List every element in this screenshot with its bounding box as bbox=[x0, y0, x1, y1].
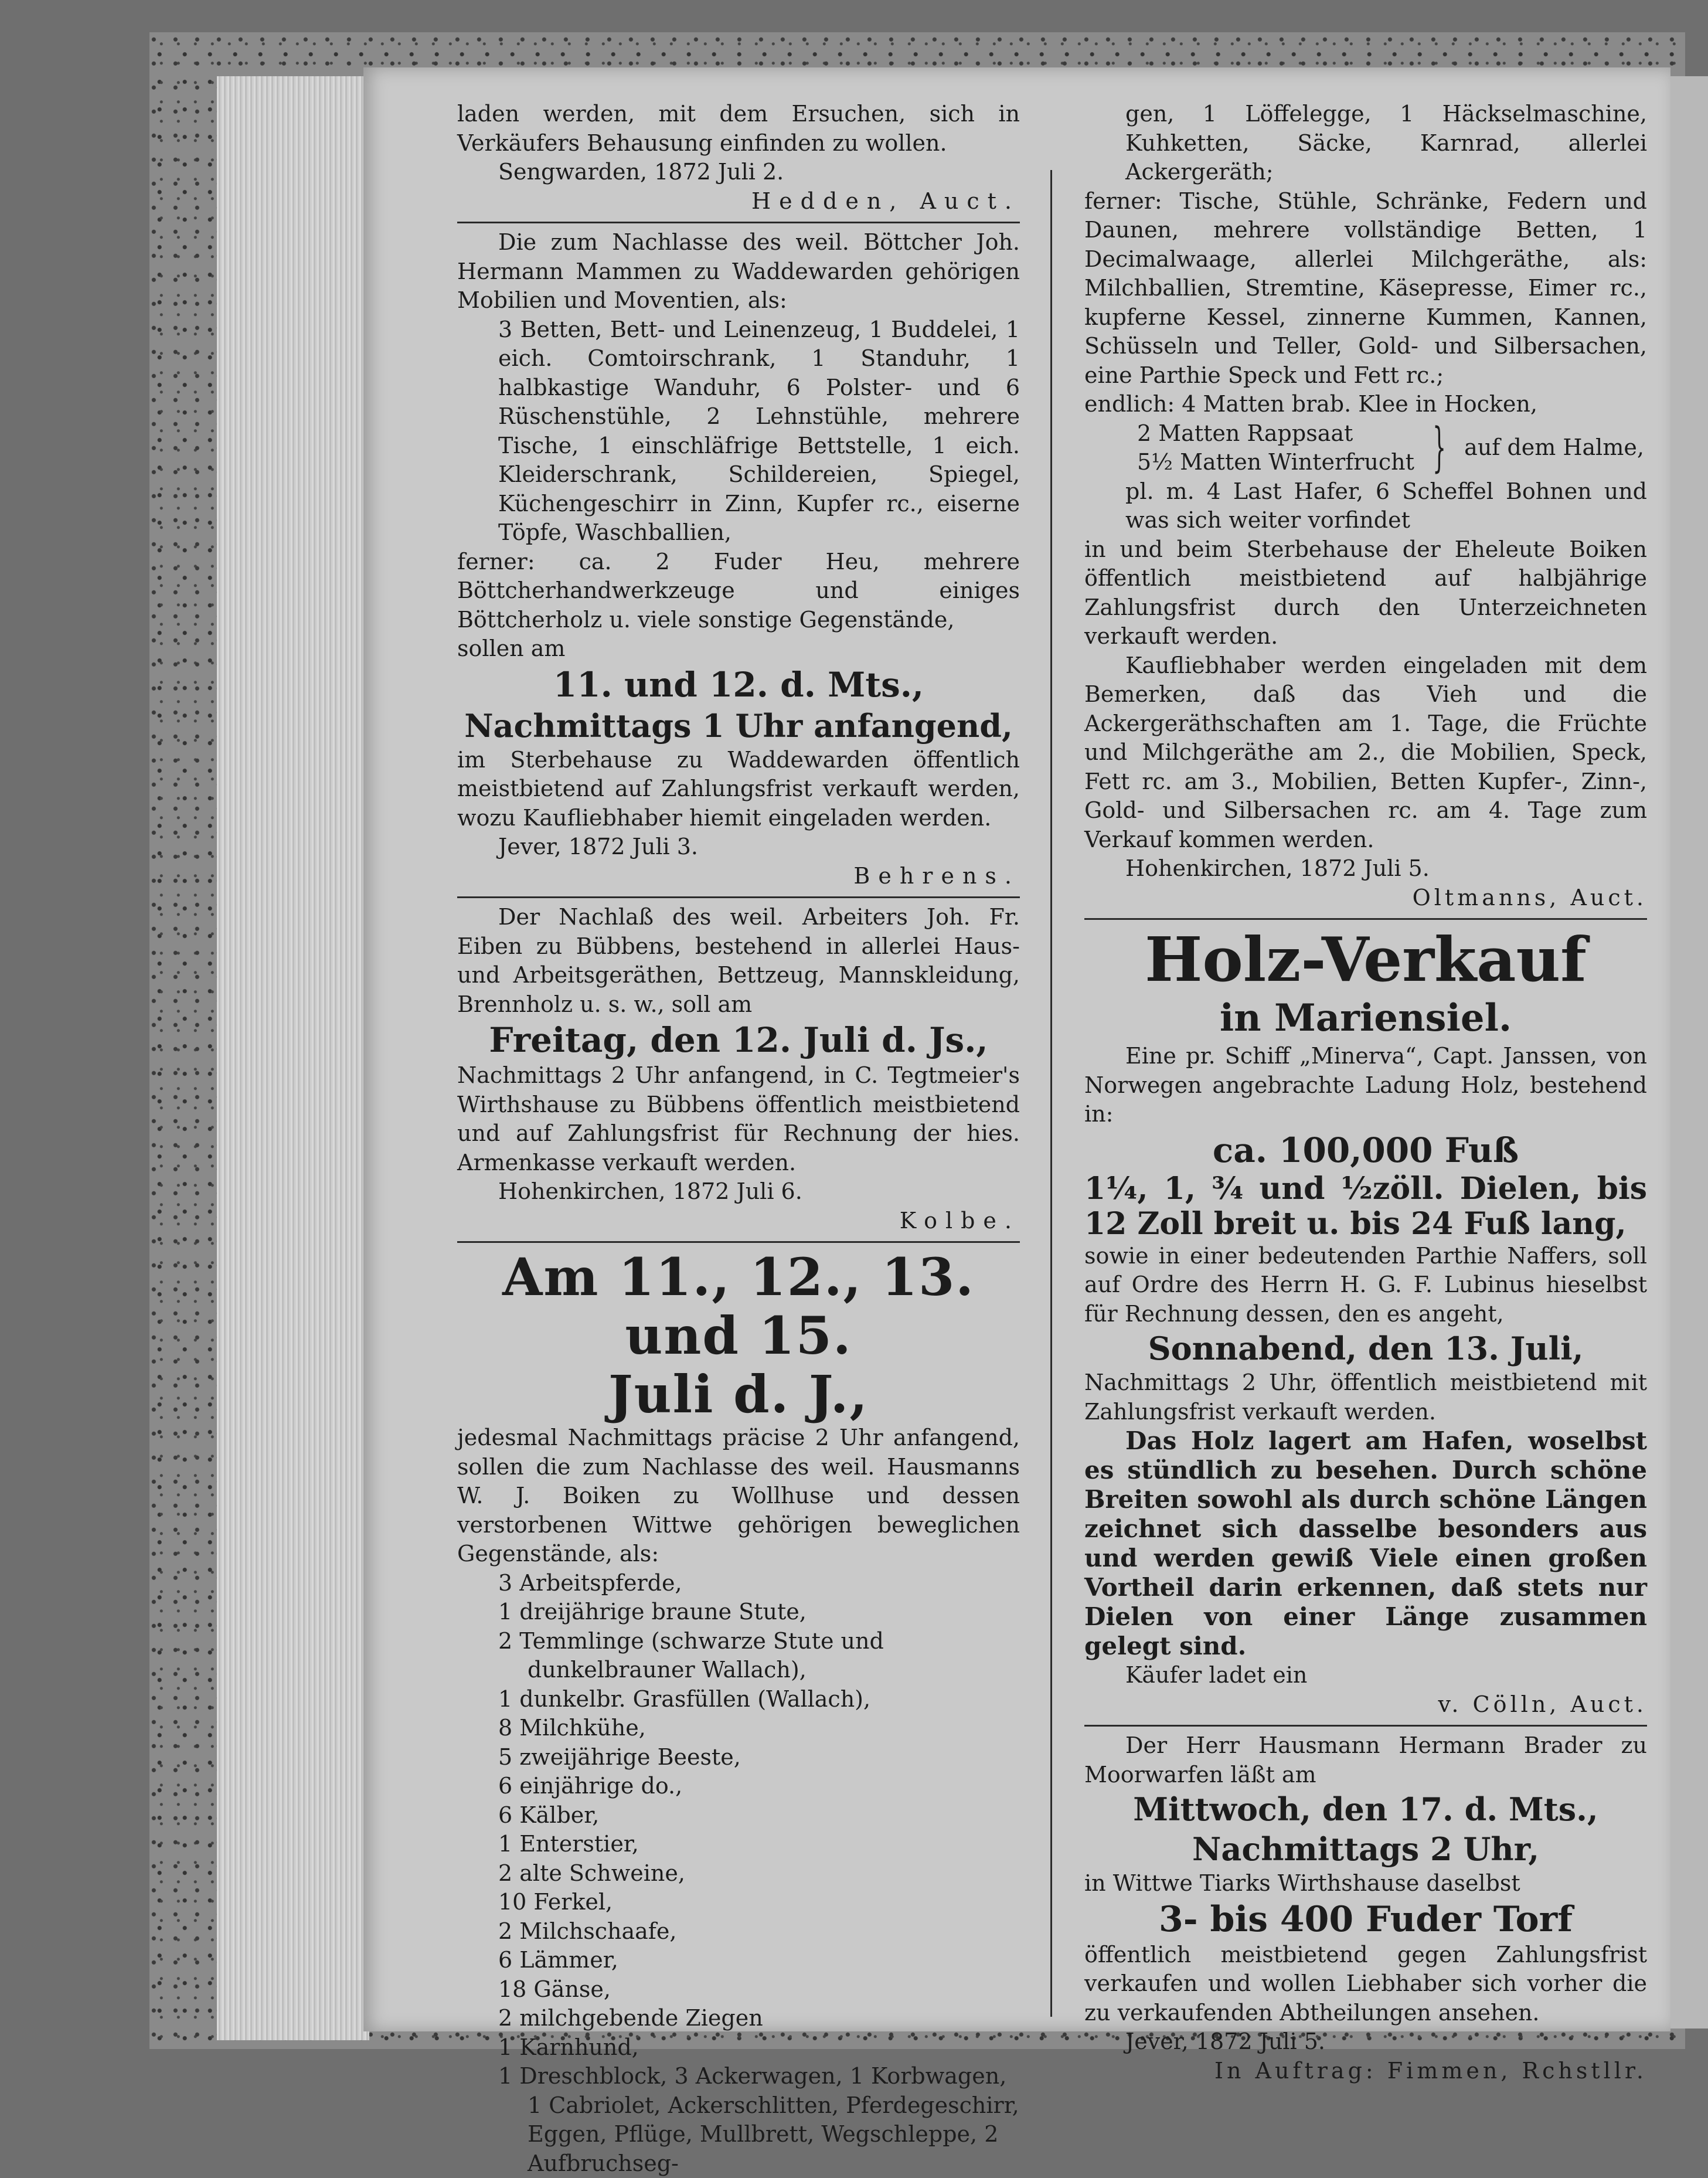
list-item: 18 Gänse, bbox=[498, 1975, 1020, 2004]
notice-text: ferner: ca. 2 Fuder Heu, mehrere Böttcherhandwerkzeuge und einiges Böttcherholz u. viele sonstige Gegenstände, bbox=[457, 548, 1020, 635]
notice-intro: Der Nachlaß des weil. Arbeiters Joh. Fr. Eiben zu Bübbens, bestehend in allerlei Haus- und Arbeitsgeräthen, Bettzeug, Mannskleidung, Brennholz u. s. w., soll am bbox=[457, 903, 1020, 1019]
notice-body: im Sterbehause zu Waddewarden öffentlich meistbietend auf Zahlungsfrist verkauft werden, wozu Kaufliebhaber hiemit eingeladen werden. bbox=[457, 746, 1020, 833]
notice-dimensions: 1¼, 1, ¾ und ½zöll. Dielen, bis 12 Zoll breit u. bis 24 Fuß lang, bbox=[1084, 1171, 1647, 1242]
list-item: 2 milchgebende Ziegen bbox=[498, 2004, 1020, 2033]
list-item: 3 Arbeitspferde, bbox=[498, 1569, 1020, 1598]
notice-date: Freitag, den 12. Juli d. Js., bbox=[457, 1019, 1020, 1061]
notice-intro: Die zum Nachlasse des weil. Böttcher Joh. Hermann Mammen zu Waddewarden gehörigen Mobilien und Moventien, als: bbox=[457, 228, 1020, 315]
notice-place: Hohenkirchen, 1872 Juli 5. bbox=[1084, 854, 1647, 884]
list-item: 6 einjährige do., bbox=[498, 1772, 1020, 1801]
list-item: 5 zweijährige Beeste, bbox=[498, 1743, 1020, 1772]
notice-text: endlich: 4 Matten brab. Klee in Hocken, bbox=[1084, 390, 1647, 419]
notice-signature: Kolbe. bbox=[457, 1207, 1020, 1236]
column-rule bbox=[1050, 170, 1052, 2017]
left-column bbox=[457, 100, 1020, 2178]
brace-group bbox=[1084, 419, 1647, 477]
notice-text: ferner: Tische, Stühle, Schränke, Federn und Daunen, mehrere vollständige Betten, 1 Decimalwaage, allerlei Milchgeräthe, als: Milchballien, Stremtine, Käsepresse, Eimer rc., kupferne Kessel, zinnerne Kummen, Kannen, Schüsseln und Teller, Gold- und Silbersachen, eine Parthie Speck und Fett rc.; bbox=[1084, 187, 1647, 390]
notice-time: Nachmittags 1 Uhr anfangend, bbox=[457, 706, 1020, 746]
list-item: 1 Enterstier, bbox=[498, 1830, 1020, 1859]
notice-place: Sengwarden, 1872 Juli 2. bbox=[457, 158, 1020, 187]
notice-quantity: 3- bis 400 Fuder Torf bbox=[1084, 1898, 1647, 1941]
notice-bold-text: Das Holz lagert am Hafen, woselbst es stündlich zu besehen. Durch schöne Breiten sowohl als durch schöne Längen zeichnet sich dasselbe besonders aus und werden gewiß Viele einen großen Vortheil darin erkennen, daß stets nur Dielen von einer Länge zusammen gelegt sind. bbox=[1084, 1426, 1647, 1661]
notice-text: sollen am bbox=[457, 634, 1020, 664]
list-item: 1 dunkelbr. Grasfüllen (Wallach), bbox=[498, 1685, 1020, 1714]
notice-date: Sonnabend, den 13. Juli, bbox=[1084, 1328, 1647, 1368]
notice-signature: v. Cölln, Auct. bbox=[1084, 1690, 1647, 1720]
notice-body: Nachmittags 2 Uhr, öffentlich meistbietend mit Zahlungsfrist verkauft werden. bbox=[1084, 1368, 1647, 1426]
notice-subtitle: in Mariensiel. bbox=[1084, 995, 1647, 1042]
list-item: 2 alte Schweine, bbox=[498, 1859, 1020, 1888]
list-item: 1 Karnhund, bbox=[498, 2033, 1020, 2063]
notice-body: sowie in einer bedeutenden Parthie Naffers, soll auf Ordre des Herrn H. G. F. Lubinus hieselbst für Rechnung dessen, den es angeht, bbox=[1084, 1242, 1647, 1329]
notice-headline: Juli d. J., bbox=[457, 1365, 1020, 1423]
notice-date: 11. und 12. d. Mts., bbox=[457, 664, 1020, 706]
notice-date: Mittwoch, den 17. d. Mts., bbox=[1084, 1789, 1647, 1829]
notice-signature: Behrens. bbox=[457, 862, 1020, 891]
list-item: 6 Lämmer, bbox=[498, 1946, 1020, 1975]
notice-time: Nachmittags 2 Uhr, bbox=[1084, 1829, 1647, 1869]
notice-signature: Oltmanns, Auct. bbox=[1084, 884, 1647, 913]
notice-body: in und beim Sterbehause der Eheleute Boiken öffentlich meistbietend auf halbjährige Zahlungsfrist durch den Unterzeichneten verkauft werden. bbox=[1084, 535, 1647, 651]
notice-signature: Hedden, Auct. bbox=[457, 187, 1020, 216]
notice-quantity: ca. 100,000 Fuß bbox=[1084, 1129, 1647, 1171]
notice-place: Jever, 1872 Juli 3. bbox=[457, 833, 1020, 862]
brace-item: 2 Matten Rappsaat bbox=[1137, 419, 1414, 448]
list-item: 1 Dreschblock, 3 Ackerwagen, 1 Korbwagen, 1 Cabriolet, Ackerschlitten, Pferdegeschirr, Eggen, Pflüge, Mullbrett, Wegschleppe, 2 Aufbruchseg- bbox=[498, 2062, 1020, 2178]
item-list bbox=[457, 1569, 1020, 2178]
list-item: 8 Milchkühe, bbox=[498, 1714, 1020, 1743]
notice-intro: jedesmal Nachmittags präcise 2 Uhr anfangend, sollen die zum Nachlasse des weil. Hausmanns W. J. Boiken zu Wollhuse und dessen verstorbenen Wittwe gehörigen beweglichen Gegenstände, als: bbox=[457, 1423, 1020, 1569]
notice-title: Holz-Verkauf bbox=[1084, 925, 1647, 995]
notice-text: laden werden, mit dem Ersuchen, sich in Verkäufers Behausung einfinden zu wollen. bbox=[457, 100, 1020, 158]
divider bbox=[457, 1241, 1020, 1243]
right-column bbox=[1084, 100, 1647, 2085]
notice-intro: Der Herr Hausmann Hermann Brader zu Moorwarfen läßt am bbox=[1084, 1731, 1647, 1789]
notice-continuation: gen, 1 Löffelegge, 1 Häckselmaschine, Kuhketten, Säcke, Karnrad, allerlei Ackergeräth; bbox=[1084, 100, 1647, 187]
notice-items: 3 Betten, Bett- und Leinenzeug, 1 Buddelei, 1 eich. Comtoirschrank, 1 Standuhr, 1 halbkastige Wanduhr, 6 Polster- und 6 Rüschenstühle, 2 Lehnstühle, mehrere Tische, 1 einschläfrige Bettstelle, 1 eich. Kleiderschrank, Schildereien, Spiegel, Küchengeschirr in Zinn, Kupfer rc., eiserne Töpfe, Waschballien, bbox=[457, 315, 1020, 548]
notice-signature: In Auftrag: Fimmen, Rchstllr. bbox=[1084, 2057, 1647, 2086]
divider bbox=[457, 896, 1020, 898]
list-item: 2 Milchschaafe, bbox=[498, 1917, 1020, 1946]
notice-body: öffentlich meistbietend gegen Zahlungsfrist verkaufen und wollen Liebhaber sich vorher die zu verkaufenden Abtheilungen ansehen. bbox=[1084, 1941, 1647, 2028]
notice-intro: Eine pr. Schiff „Minerva“, Capt. Janssen, von Norwegen angebrachte Ladung Holz, bestehend in: bbox=[1084, 1042, 1647, 1129]
list-item: 10 Ferkel, bbox=[498, 1888, 1020, 1917]
notice-body: Nachmittags 2 Uhr anfangend, in C. Tegtmeier's Wirthshause zu Bübbens öffentlich meistbietend und auf Zahlungsfrist für Rechnung der hies. Armenkasse verkauft werden. bbox=[457, 1061, 1020, 1177]
notice-place: Hohenkirchen, 1872 Juli 6. bbox=[457, 1177, 1020, 1207]
notice-headline: Am 11., 12., 13. und 15. bbox=[457, 1248, 1020, 1365]
list-item: 1 dreijährige braune Stute, bbox=[498, 1598, 1020, 1627]
page-stack bbox=[217, 76, 369, 2040]
notice-text: pl. m. 4 Last Hafer, 6 Scheffel Bohnen und was sich weiter vorfindet bbox=[1084, 477, 1647, 535]
brace-label: auf dem Halme, bbox=[1464, 433, 1644, 463]
notice-place: Jever, 1872 Juli 5. bbox=[1084, 2027, 1647, 2057]
divider bbox=[1084, 918, 1647, 920]
list-item: 2 Temmlinge (schwarze Stute und dunkelbrauner Wallach), bbox=[498, 1627, 1020, 1685]
divider bbox=[1084, 1725, 1647, 1727]
notice-body: Kaufliebhaber werden eingeladen mit dem Bemerken, daß das Vieh und die Ackergeräthschaften am 1. Tage, die Früchte und Milchgeräthe am 2., die Mobilien, Speck, Fett rc. am 3., Mobilien, Betten Kupfer-, Zinn-, Gold- und Silbersachen rc. am 4. Tage zum Verkauf kommen werden. bbox=[1084, 651, 1647, 855]
notice-text: in Wittwe Tiarks Wirthshause daselbst bbox=[1084, 1869, 1647, 1898]
notice-text: Käufer ladet ein bbox=[1084, 1661, 1647, 1690]
list-item: 6 Kälber, bbox=[498, 1801, 1020, 1830]
brace-item: 5½ Matten Winterfrucht bbox=[1137, 448, 1414, 477]
brace-mark: } bbox=[1433, 422, 1446, 474]
facing-page-edge bbox=[1670, 76, 1708, 2029]
divider bbox=[457, 222, 1020, 223]
